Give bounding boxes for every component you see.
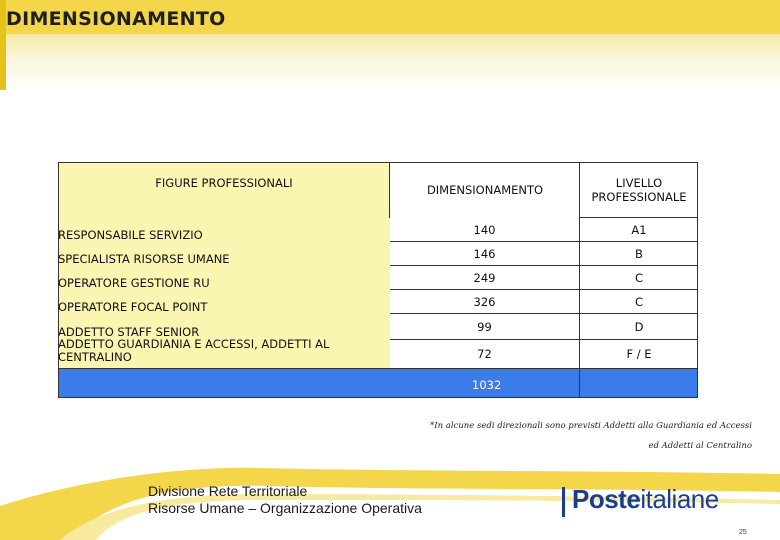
footer-line-2: Risorse Umane – Organizzazione Operativa (148, 500, 422, 516)
row-figure: RESPONSABILE SERVIZIO (58, 228, 203, 242)
table-row (58, 266, 390, 290)
row-figure: OPERATORE FOCAL POINT (58, 300, 208, 314)
footnote-line-1: *In alcune sedi direzionali sono previsti Addetti alla Guardiania ed Accessi (429, 421, 752, 431)
total-value: 1032 (472, 378, 502, 392)
total-cell (390, 368, 580, 398)
dimensioning-table (58, 162, 698, 398)
footer-text (148, 483, 422, 517)
row-dimensionamento: 140 (390, 218, 580, 242)
total-level-cell (580, 368, 698, 398)
header-shade (0, 34, 780, 90)
header-cell-figure (58, 162, 390, 218)
row-figure: OPERATORE GESTIONE RU (58, 276, 210, 290)
table-row (58, 314, 390, 368)
header-cell-livello (580, 162, 698, 218)
footnote-line-2: ed Addetti al Centralino (648, 441, 752, 451)
row-level: B (580, 242, 698, 266)
row-figure: ADDETTO GUARDIANIA E ACCESSI, ADDETTI AL CENTRALINO (58, 337, 330, 364)
footer-line-1: Divisione Rete Territoriale (148, 483, 308, 499)
logo-divider (562, 487, 565, 517)
row-dimensionamento: 249 (390, 266, 580, 290)
table-row (58, 242, 390, 266)
row-dimensionamento: 99 (390, 314, 580, 340)
table-row (58, 290, 390, 314)
row-level: D (580, 314, 698, 340)
poste-italiane-logo (572, 484, 719, 515)
row-level: F / E (580, 340, 698, 368)
row-dimensionamento: 146 (390, 242, 580, 266)
row-level: A1 (580, 218, 698, 242)
page-number: 25 (739, 529, 747, 536)
logo-bold-text: Poste (572, 484, 641, 514)
row-level: C (580, 290, 698, 314)
page-title: DIMENSIONAMENTO (6, 8, 226, 30)
row-dimensionamento: 72 (390, 340, 580, 368)
header-figure-label: FIGURE PROFESSIONALI (155, 176, 293, 190)
row-figure: ADDETTO STAFF SENIOR (58, 325, 200, 339)
header-cell-dimensionamento (390, 162, 580, 218)
row-dimensionamento: 326 (390, 290, 580, 314)
logo-light-text: italiane (640, 484, 719, 514)
header-livello-label: LIVELLO PROFESSIONALE (591, 176, 687, 204)
row-level: C (580, 266, 698, 290)
total-label-cell (58, 368, 390, 398)
row-figure: SPECIALISTA RISORSE UMANE (58, 252, 230, 266)
header-dimensionamento-label: DIMENSIONAMENTO (426, 183, 544, 197)
table-row (58, 218, 390, 242)
